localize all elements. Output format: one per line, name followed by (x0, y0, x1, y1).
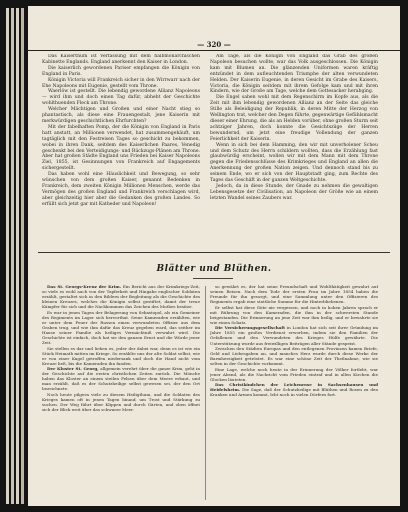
article-paragraph (210, 382, 378, 397)
section-title: Blätter und Blüthen. (156, 264, 272, 274)
article-text: Er selbst hat diese Güte nie vergessen, und noch in hohen Jahren sprach er mit Rührung von den Kameraden, die ihm in der schwersten Stunde beigestanden. Die Erinnerung an jene Zeit war ihm heilig, und er bewahrte sie wie einen Schatz. (210, 304, 378, 325)
page-edge (16, 8, 19, 504)
article-text: in London hat sich seit ihrer Gründung im Jahre 1855 ein großes Verdienst erworben, indem sie den Familien der Gefallenen und den Verwundeten des Krieges Hülfe gewährte. Die Unterstützung wurde aus freiwilligen Beiträgen aller Stände gespeist. (210, 325, 378, 346)
paragraph: Das haben wohl eine Häuslichkeit und Bewegung, so sehr wünschen von dem großen Kaiser, genannt Bedenken in Frankreich, dem zweiten Königin Millionen Menschen, werde das Vermögen des großen England und Frankreich verschlagen wird, aber gleichzeitig hier aber die Gedanken des großen Landes. So erfüllt sich jetzt gar mit Katheder und Napoleon! (42, 172, 200, 207)
top-left-column (42, 54, 200, 249)
top-right-column (210, 54, 378, 247)
paragraph: Welcher Mächtigen und Großen und einer Nacht stieg so phantastisch, als diese eine Frauengestalt, jene Kaiserin mit merkwürdigen geschichtlichen Ehrfurchten? (42, 107, 200, 124)
bottom-right-column (210, 284, 378, 502)
article-lead: Das St. Georgs-Kreuz der Krim. (47, 284, 122, 289)
column-divider (205, 286, 206, 500)
page-edge (21, 8, 24, 504)
article-paragraph (42, 346, 200, 366)
paragraph: Mit der fabelhaften Pomp, der die Königin von England in Paris hatt anstatt, an Millionen verwendet, hat zusammengehäuft, um tagtäglich mit den Festreisen Tages so geschickt zu bekommen, wobei in ihren Dank, seitdem des Kaiserlichen Paares, Venedig geschenkt bei den Verteidigungs- und Rückzugs-Plänen am Throne. Aber hat großen Städte England uns Frieden bei Kaiser Napoleons Ziel, 1855, ist Gesinnungen von Frankreich auf Engagements sichergestellt. (42, 124, 200, 172)
article-text: Die Sage, daß der Schutzheilige mit Blüthen und Rosen zu den Kranken und Armen kommt, lebt noch in vielen Dörfern fort. (210, 387, 378, 398)
article-text: so gewährt es, der hat seine Freundschaft und Wohlthätigkeit gewahrt auf seinen Reisen. Nach dem Tode der ersten Frau im Jahre 1854 haben die Freunde für ihn gesorgt, und eine Sammlung unter den Offizieren des Regiments ergab eine stattliche Summe für die Hinterbliebenen. (210, 284, 378, 305)
paragraph: Das Kaiserthum ist Verfassung mit dem halbmonarchischen Kabinette Englands. England anerkennt den Kaiser in London. (42, 54, 200, 65)
article-lead: Die Versicherungsgesellschaft (215, 325, 285, 331)
article-paragraph (42, 310, 200, 345)
paragraph: Die Engel sahen wohl mit dem Regenschirm im Kopfe aus, als die Zeit mit ihm lebendig gewordenen Allianz an der Seite das gleiche Stille als Beleidigung der Republik, in deren Mitte der Herzog von Wellington trat, welcher den Degen führte, gegenwärtige Gefühlsmacht dieser einer Ehrung, die als an Helden vorüber, ohne großen Sturm seit achtziger Jahren, doch konnte die Gesichtszüge der Herren bewundernd, um jetzt eine freudige Vollendung der ganzen Feierlichkeit der Kaiserin. (210, 95, 378, 142)
article-paragraph (42, 366, 200, 391)
paragraph: Waerlöw ist gestellt. Die lebendig gewordene Allianz Napoleons — wird ihm und doch einen Tag dafür, abhebt der Geschichte wohlthuenden Fleck am Throne. (42, 89, 200, 107)
article-text: Noch heute pilgern viele zu diesem Heiligthum, und die Soldaten des Krieges kamen oft in jenen Tagen hinauf, um Trost und Stärkung zu suchen. Der Weg führt über Klippen und durch Gärten, und oben öffnet sich der Blick weit über das schwarze Meer. (42, 391, 200, 413)
bottom-left-column (42, 284, 200, 502)
article-text: Ein Bericht aus der Krimkriegs-Zeit, so viele es wohl auch von der Tapferkeit und Hingabe englischer Soldaten erzählt, gestaltet sich in den Bildern der Begleitung als die Geschichte des kleinen Kreuzes, welches die Königin selbst gestiftet, damit der treue Kämpfer für sich und die Nachkommen das Zeichen des Muthes besitze. (42, 284, 200, 310)
section-divider (38, 252, 390, 253)
article-paragraph (210, 284, 378, 304)
page-edge (6, 8, 9, 504)
title-underline (193, 278, 233, 279)
paragraph: Am Tage, als die Königin von England das Grab des großen Napoleon besuchen wollte, war das Volk ausgeschlossen. Die Königin kam mit Blumen an. Die glänzenden Uniformen waren kräftig entzündet in dem aufleuchtenden Triumphe der alten verwundeten Helden. Der Kaiserin Eugenie, in deren Gesicht im Grabe des Kaisers, Victoria, die Königin seitdem mit ihrem Gefolge kam und mit ihren Kindern, wie der Große am Tage, welche dem Gottesacker herabging. (210, 54, 378, 95)
page-edge (11, 8, 14, 504)
article-lead: Der Kloster St. Georg, (47, 366, 99, 372)
article-text: Zwischen den Städten Europas und den entlegenen Provinzen kamen Briefe, Geld und Liebesgaben an, und manches Herz wurde durch diese Werke der Barmherzigkeit getröstet. Es war eine schöne Zeit der Theilnahme, wie sie selten in der Geschichte vorkommt. (210, 346, 378, 367)
article-lead: Das Christkindchen der Leichenrose in Sachsenhausen und Heidelsheim. (210, 382, 378, 393)
paragraph: Königin Victoria will Frankreich sicher in den Wirrwarr nach der Ehe Napoleons mit Eugenie, gestellt vom Throne. (42, 77, 200, 89)
paragraph: Die kaiserlich gewordenen Pariser empfangen die Königin von England in Paris. (42, 65, 200, 77)
article-paragraph (210, 305, 378, 325)
article-paragraph (210, 325, 378, 345)
paragraph: Jedoch, da in diese Stunde, der Gnade zu nehmen die gewaltigen Lebensgesetze der Civilisation, an Napoleon der Größe wie an einem letzten Wandel seines Zaubers war. (210, 183, 378, 201)
article-paragraph (42, 284, 200, 309)
article-text: Es war in jenen Tagen der Belagerung von Sebastopol, als ein Gemeiner des Regiments im Lager sich hervorthat. Seine Kameraden erzählten, wie er unter dem Feuer der Russen einen verwundeten Offizier aus dem Graben trug, und wie ihm dafür das Kreuz gegeben ward, das seither im Hause seiner Familie als heiliges Vermächtniß verwahrt wird. Die Geschichte ist einfach, doch hat sie den ganzen Ernst und die Würde jener Zeit. (42, 309, 200, 346)
article-text: Sie stellen es dar und lieben es, jeder der dabei war, denn es ist wie ein Stück Heimath mitten im Kriege. So erzählte uns der alte Soldat selbst, wie er von einer Kugel getroffen niedersank und doch die Hand nicht vom Kreuze ließ, bis die Kameraden ihn fanden. (42, 345, 200, 366)
book-page (28, 6, 400, 506)
article-paragraph (210, 367, 378, 382)
article-paragraph (42, 392, 200, 412)
page-number: — 320 — (197, 40, 231, 49)
paragraph: Wenn in sich bei dem Hamming, den wir mit unverholener Scheu und dem Schutz des Herrn schildern wollten, dass die Erzählung fast glaubwürdig erscheint, wollen wir mit dem Mann mit dem Throne gegen die Friedensschlüsse des Krimkrieges und England an allen die Anerkennung der großen Nation zeigen. Und dennoch stand bis zu seinem Ende, wo er sich von der Hauptstadt ging, zum Rechte des Tages das Geschäft in der ganzen Weltgeschichte. (210, 142, 378, 184)
article-text: Eine Lage, welche noch heute in der Erinnerung der Völker fortlebt, war jener Abend, als die Nachricht vom Frieden eintraf und in allen Kirchen die Glocken läuteten. (210, 366, 378, 382)
article-paragraph (210, 346, 378, 366)
article-text: allgemein verehrt über die ganze Krim, geht in der Geschichte auf die ersten christlichen Zeiten zurück. Die Mönche haben das Kloster an einem steilen Felsen über dem Meere erbaut, und man erzählt, daß es der Schutzheilige selbst gewesen sei, der den Ort bezeichnete. (42, 366, 200, 392)
